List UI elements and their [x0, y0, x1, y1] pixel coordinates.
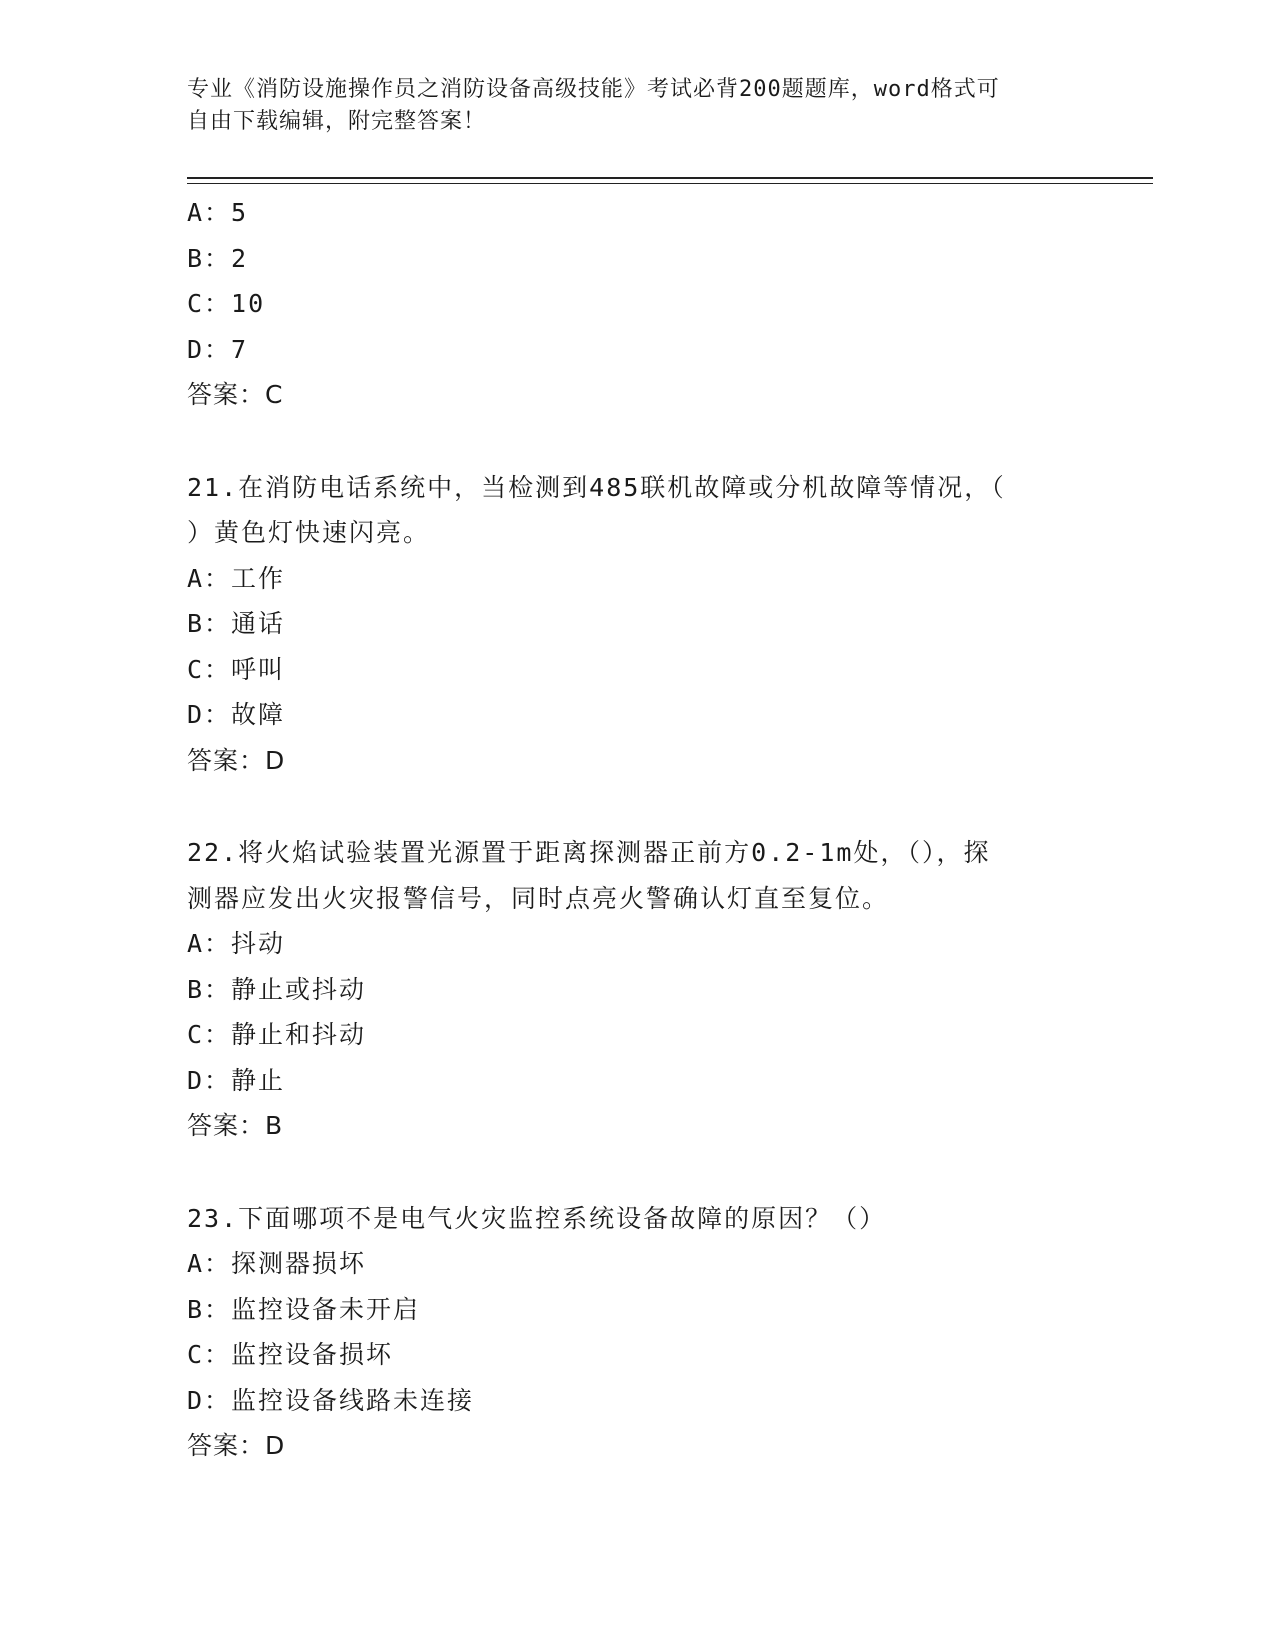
question-block [187, 830, 1087, 1149]
option-c: C：呼叫 [187, 654, 286, 684]
option-b: B：静止或抖动 [187, 974, 367, 1004]
question-block [187, 1196, 1087, 1469]
option-c: C：10 [187, 289, 266, 318]
answer: 答案：C [187, 380, 284, 409]
option-c: C：静止和抖动 [187, 1020, 367, 1049]
answer: 答案：D [187, 1431, 286, 1460]
question-block [187, 190, 1087, 418]
option-d: D：7 [187, 334, 249, 364]
option-d: D：监控设备线路未连接 [187, 1385, 475, 1415]
header-rule-thin [187, 183, 1153, 184]
question-block [187, 465, 1087, 784]
question-text-line-1: 23.下面哪项不是电气火灾监控系统设备故障的原因？（） [187, 1203, 887, 1233]
option-a: A：5 [187, 198, 249, 227]
document-header [187, 74, 1067, 138]
option-b: B：监控设备未开启 [187, 1294, 421, 1324]
option-a: A：工作 [187, 563, 286, 593]
question-list [187, 190, 1087, 1469]
option-c: C：监控设备损坏 [187, 1340, 394, 1369]
option-b: B：2 [187, 243, 249, 273]
question-text-line-2: 测器应发出火灾报警信号，同时点亮火警确认灯直至复位。 [187, 883, 890, 913]
header-rule-thick [187, 177, 1153, 179]
header-line-2: 自由下载编辑，附完整答案！ [187, 109, 487, 134]
answer: 答案：D [187, 745, 286, 775]
option-d: D：静止 [187, 1065, 286, 1095]
question-text-line-1: 22.将火焰试验装置光源置于距离探测器正前方0.2-1m处，（），探 [187, 838, 991, 867]
option-a: A：抖动 [187, 929, 286, 958]
header-line-1: 专业《消防设施操作员之消防设备高级技能》考试必背200题题库，word格式可 [187, 77, 1000, 102]
question-text-line-1: 21.在消防电话系统中，当检测到485联机故障或分机故障等情况，（ [187, 472, 1006, 502]
option-b: B：通话 [187, 609, 286, 638]
question-text-line-2: ）黄色灯快速闪亮。 [187, 518, 431, 547]
option-a: A：探测器损坏 [187, 1249, 367, 1278]
answer: 答案：B [187, 1111, 284, 1140]
option-d: D：故障 [187, 700, 286, 729]
